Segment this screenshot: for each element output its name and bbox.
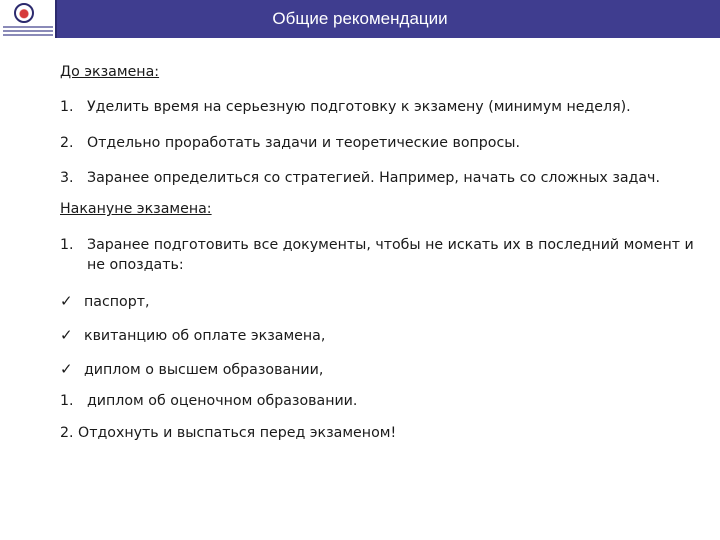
institution-logo-icon [14, 3, 34, 23]
checkmark-icon: ✓ [60, 292, 73, 310]
item-number: 1. [60, 237, 74, 253]
list-item [60, 99, 631, 115]
item-number: 1. [60, 393, 74, 409]
logo [0, 0, 57, 38]
item-text: Заранее подготовить все документы, чтобы не искать их в последний момент и не опоздать: [87, 237, 694, 273]
item-text: Заранее определиться со стратегией. Например, начать со сложных задач. [87, 170, 660, 186]
list-item [60, 235, 708, 275]
item-text: Отдельно проработать задачи и теоретические вопросы. [87, 135, 520, 151]
document-item [60, 360, 323, 378]
document-text: диплом о высшем образовании, [84, 362, 324, 378]
checkmark-icon: ✓ [60, 360, 73, 378]
document-text: паспорт, [84, 294, 150, 310]
document-text: квитанцию об оплате экзамена, [84, 328, 326, 344]
item-number: 1. [60, 99, 74, 115]
document-item [60, 326, 325, 344]
page-title: Общие рекомендации [272, 9, 448, 28]
section-title-eve-of-exam: Накануне экзамена: [60, 201, 212, 217]
item-number: 2. [60, 135, 74, 151]
item-text: диплом об оценочном образовании. [87, 393, 358, 409]
document-item [60, 292, 150, 310]
header-bar [0, 0, 720, 38]
item-number: 3. [60, 170, 74, 186]
section-title-before-exam: До экзамена: [60, 64, 160, 80]
item-text: Уделить время на серьезную подготовку к экзамену (минимум неделя). [87, 99, 631, 115]
list-item [60, 393, 357, 409]
list-item [60, 135, 520, 151]
list-item [60, 170, 660, 186]
logo-caption-lines [3, 26, 53, 35]
checkmark-icon: ✓ [60, 326, 73, 344]
list-item-rest: 2. Отдохнуть и выспаться перед экзаменом! [60, 425, 397, 441]
